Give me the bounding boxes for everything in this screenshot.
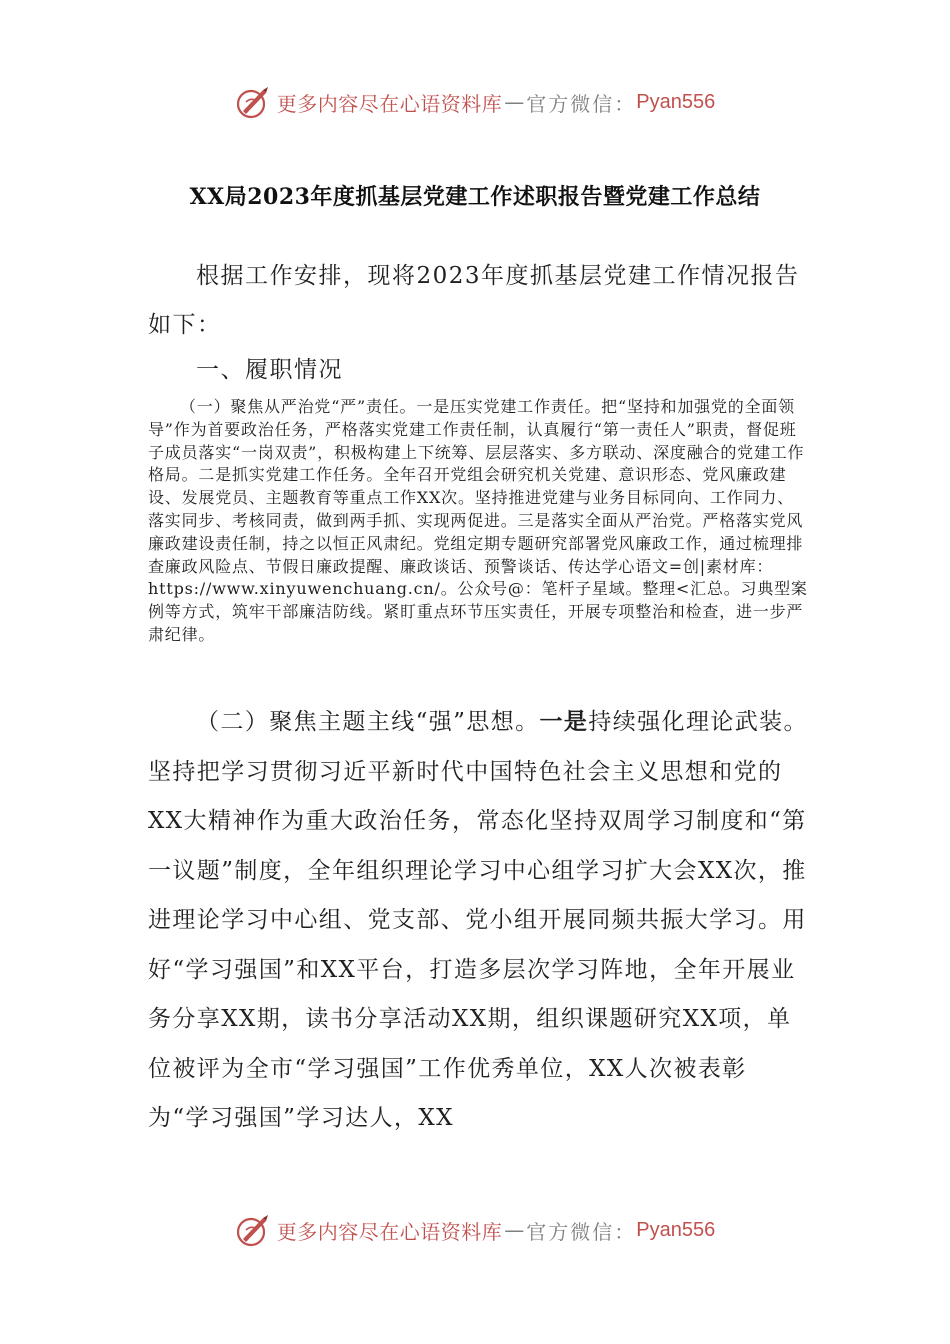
watermark-main-text: 更多内容尽在心语资料库 bbox=[276, 1219, 503, 1244]
paragraph-2 bbox=[148, 697, 808, 1144]
intro-paragraph: 根据工作安排，现将2023年度抓基层党建工作情况报告如下： bbox=[148, 263, 800, 338]
document-title: XX局2023年度抓基层党建工作述职报告暨党建工作总结 bbox=[189, 184, 761, 210]
watermark-header bbox=[0, 82, 950, 122]
watermark-dash: — bbox=[504, 90, 525, 114]
paragraph-2-lead: （二）聚焦主题主线“强”思想。 bbox=[196, 709, 540, 735]
section-heading: 一、履职情况 bbox=[196, 357, 343, 383]
watermark-wechat-id: Pyan556 bbox=[636, 90, 716, 113]
watermark-account-label: 官方微信： bbox=[526, 91, 637, 116]
paragraph-2-bold: 一是 bbox=[539, 708, 589, 735]
quill-pen-icon bbox=[235, 84, 271, 120]
watermark-account-label: 官方微信： bbox=[526, 1219, 637, 1244]
watermark-footer bbox=[0, 1210, 950, 1250]
paragraph-2-rest: 持续强化理论武装。坚持把学习贯彻习近平新时代中国特色社会主义思想和党的XX大精神作为重大政治任务，常态化坚持双周学习制度和“第一议题”制度，全年组织理论学习中心组学习扩大会XX次，推进理论学习中心组、党支部、党小组开展同频共振大学习。用好“学习强国”和XX平台，打造多层次学习阵地，全年开展业务分享XX期，读书分享活动XX期，组织课题研究XX项，单位被评为全市“学习强国”工作优秀单位，XX人次被表彰为“学习强国”学习达人，XX bbox=[148, 709, 808, 1131]
quill-pen-icon bbox=[235, 1212, 271, 1248]
watermark-main-text: 更多内容尽在心语资料库 bbox=[276, 91, 503, 116]
paragraph-1: （一）聚焦从严治党“严”责任。一是压实党建工作责任。把“坚持和加强党的全面领导”作为首要政治任务，严格落实党建工作责任制，认真履行“第一责任人”职责，督促班子成员落实“一岗双责”，积极构建上下统筹、层层落实、多方联动、深度融合的党建工作格局。二是抓实党建工作任务。全年召开党组会研究机关党建、意识形态、党风廉政建设、发展党员、主题教育等重点工作XX次。坚持推进党建与业务目标同向、工作同力、落实同步、考核同责，做到两手抓、实现两促进。三是落实全面从严治党。严格落实党风廉政建设责任制，持之以恒正风肃纪。党组定期专题研究部署党风廉政工作，通过梳理排查廉政风险点、节假日廉政提醒、廉政谈话、预警谈话、传达学心语文=创|素材库：https://www.xinyuwenchuang.cn/。公众号@：笔杆子星域。整理<汇总。习典型案例等方式，筑牢干部廉洁防线。紧盯重点环节压实责任，开展专项整治和检查，进一步严肃纪律。 bbox=[148, 397, 808, 644]
watermark-wechat-id: Pyan556 bbox=[636, 1218, 716, 1241]
watermark-dash: — bbox=[504, 1218, 525, 1242]
